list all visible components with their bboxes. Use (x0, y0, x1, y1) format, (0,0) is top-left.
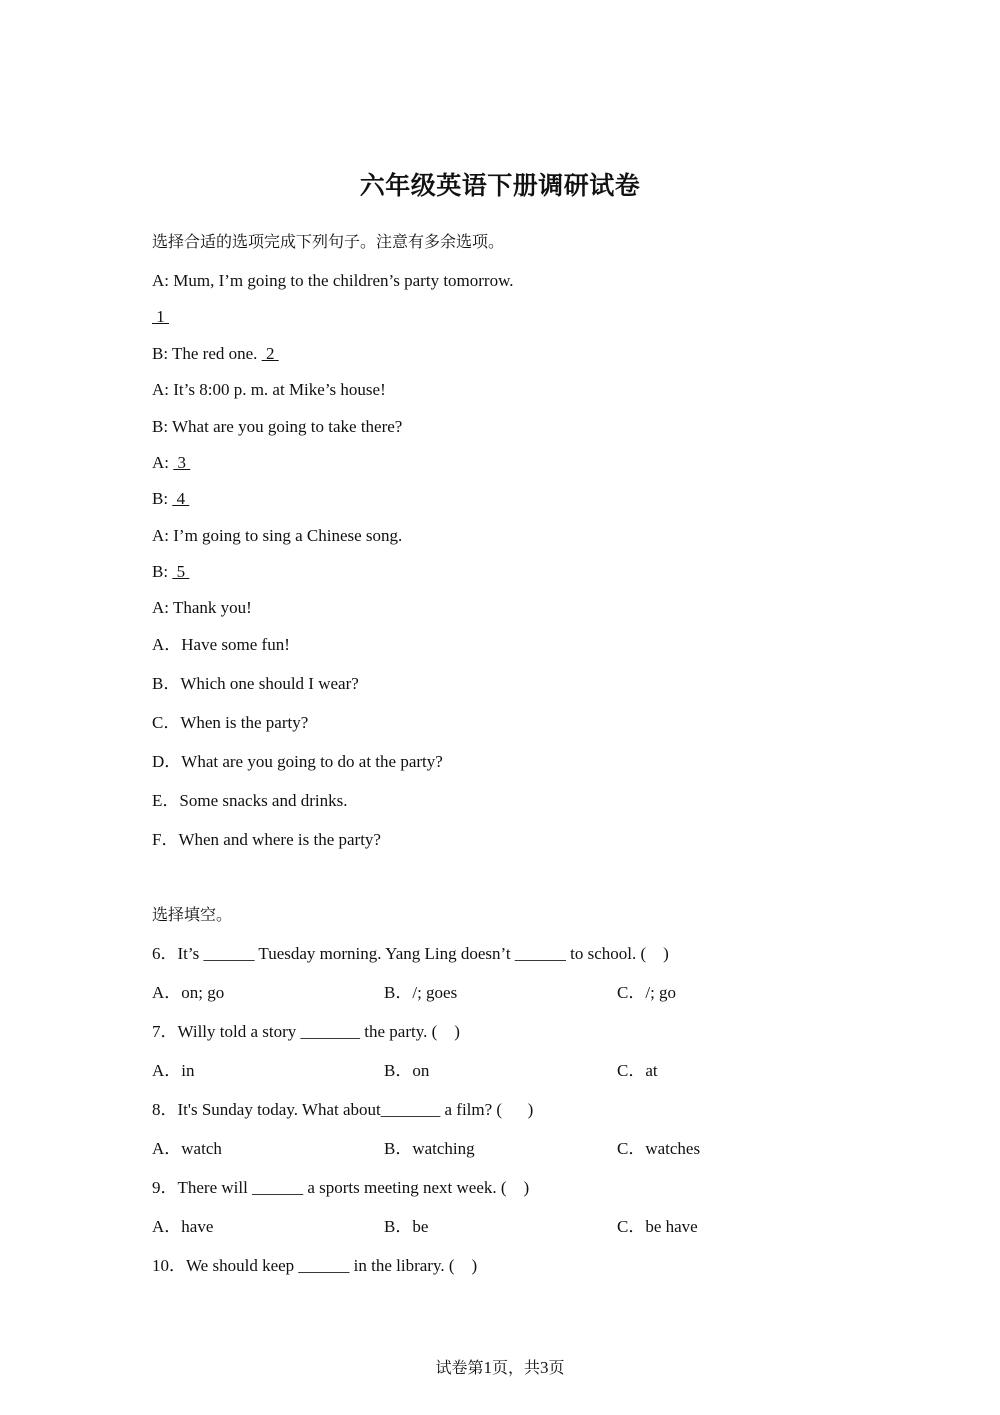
option-letter: B． (384, 983, 413, 1002)
option-text: be have (645, 1217, 698, 1236)
option-letter: A． (152, 1217, 182, 1236)
dialogue-line (152, 342, 279, 366)
option-letter: C． (617, 1217, 646, 1236)
total-pages-number: 3 (540, 1358, 549, 1377)
option-letter: C． (152, 713, 181, 732)
question-9: 9．There will ______ a sports meeting next week. ( ) (152, 1178, 530, 1197)
option-text: at (645, 1061, 658, 1080)
q8-option-c[interactable] (617, 1137, 700, 1161)
footer-text: 试卷第 (435, 1358, 484, 1377)
option-text: /; go (645, 983, 677, 1002)
q7-option-a[interactable] (152, 1059, 195, 1083)
option-letter: A． (152, 1139, 182, 1158)
option-b[interactable] (152, 672, 359, 696)
dialogue-line: A: I’m going to sing a Chinese song. (152, 526, 403, 545)
option-c[interactable] (152, 711, 308, 735)
dialogue-line: B: What are you going to take there? (152, 417, 403, 436)
option-letter: E． (152, 791, 180, 810)
option-text: have (181, 1217, 214, 1236)
option-d[interactable] (152, 750, 443, 774)
dialogue-line: A: Thank you! (152, 598, 252, 617)
q8-option-b[interactable] (384, 1137, 475, 1161)
q6-option-c[interactable] (617, 981, 676, 1005)
q9-option-a[interactable] (152, 1215, 213, 1239)
q9-option-c[interactable] (617, 1215, 698, 1239)
option-text: Have some fun! (181, 635, 290, 654)
option-f[interactable] (152, 828, 381, 852)
speaker-label: B: (152, 489, 173, 508)
option-text: be (412, 1217, 429, 1236)
footer-text: 页 (548, 1358, 565, 1377)
page-footer (0, 1356, 1000, 1380)
option-text: on (412, 1061, 430, 1080)
option-e[interactable] (152, 789, 347, 813)
option-text: Some snacks and drinks. (179, 791, 348, 810)
current-page-number: 1 (483, 1358, 492, 1377)
dialogue-text: B: The red one. (152, 344, 262, 363)
option-letter: D． (152, 752, 182, 771)
blank-4[interactable]: 4 (172, 489, 190, 508)
q6-option-a[interactable] (152, 981, 224, 1005)
speaker-label: A: (152, 453, 174, 472)
question-7: 7．Willy told a story _______ the party. ( ) (152, 1022, 460, 1041)
option-text: When and where is the party? (178, 830, 381, 849)
option-letter: C． (617, 1139, 646, 1158)
option-letter: B． (384, 1217, 413, 1236)
q6-option-b[interactable] (384, 981, 457, 1005)
option-text: in (181, 1061, 195, 1080)
footer-text: 页，共 (491, 1358, 540, 1377)
dialogue-line (152, 305, 169, 329)
speaker-label: B: (152, 562, 173, 581)
blank-1[interactable]: 1 (152, 307, 169, 326)
option-text: Which one should I wear? (180, 674, 359, 693)
option-letter: B． (384, 1061, 413, 1080)
dialogue-line: A: Mum, I’m going to the children’s party tomorrow. (152, 271, 514, 290)
dialogue-line (152, 560, 189, 584)
option-letter: A． (152, 1061, 182, 1080)
dialogue-line: A: It’s 8:00 p. m. at Mike’s house! (152, 380, 386, 399)
option-a[interactable] (152, 633, 290, 657)
option-text: watching (412, 1139, 475, 1158)
page-title: 六年级英语下册调研试卷 (359, 171, 641, 200)
option-text: /; goes (412, 983, 458, 1002)
blank-3[interactable]: 3 (173, 453, 191, 472)
q7-option-b[interactable] (384, 1059, 429, 1083)
option-text: on; go (181, 983, 225, 1002)
section2-instruction: 选择填空。 (152, 905, 233, 924)
section1-instruction: 选择合适的选项完成下列句子。注意有多余选项。 (152, 232, 505, 251)
option-text: When is the party? (180, 713, 309, 732)
q7-option-c[interactable] (617, 1059, 658, 1083)
q9-option-b[interactable] (384, 1215, 428, 1239)
option-letter: B． (384, 1139, 413, 1158)
option-letter: F． (152, 830, 179, 849)
option-letter: C． (617, 983, 646, 1002)
q8-option-a[interactable] (152, 1137, 222, 1161)
option-letter: A． (152, 635, 182, 654)
option-letter: C． (617, 1061, 646, 1080)
blank-5[interactable]: 5 (172, 562, 190, 581)
dialogue-line (152, 451, 190, 475)
blank-2[interactable]: 2 (261, 344, 279, 363)
option-letter: B． (152, 674, 181, 693)
question-6: 6．It’s ______ Tuesday morning. Yang Ling doesn’t ______ to school. ( ) (152, 944, 669, 963)
dialogue-line (152, 487, 189, 511)
question-10: 10．We should keep ______ in the library. ( ) (152, 1256, 478, 1275)
question-8: 8．It's Sunday today. What about_______ a film? ( ) (152, 1100, 534, 1119)
option-text: watch (181, 1139, 222, 1158)
option-text: watches (645, 1139, 701, 1158)
option-text: What are you going to do at the party? (181, 752, 443, 771)
option-letter: A． (152, 983, 182, 1002)
